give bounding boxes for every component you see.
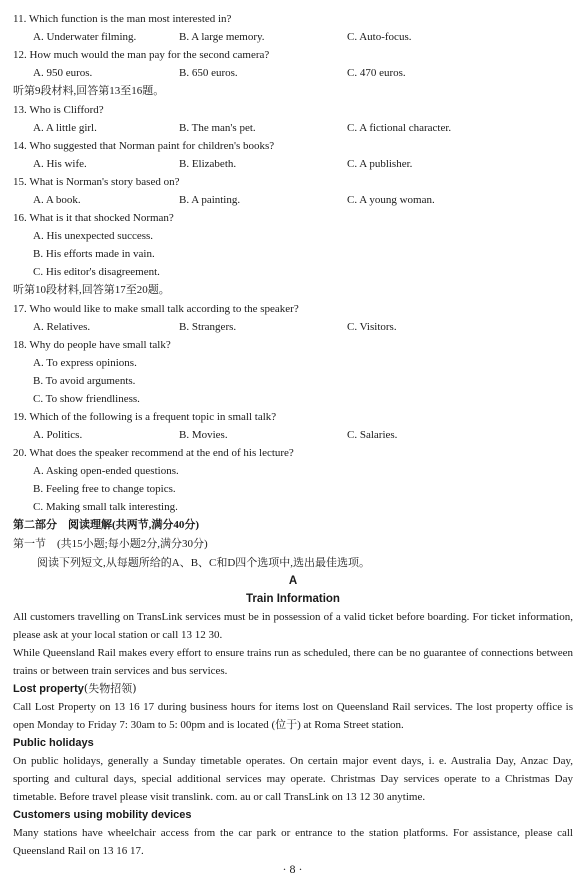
options-14 (13, 155, 573, 173)
option-c: C. Visitors. (347, 321, 397, 333)
option-a: A. Asking open-ended questions. (33, 465, 179, 477)
option-a: A. His unexpected success. (33, 230, 154, 242)
question-text: What is Norman's story based on? (29, 176, 180, 188)
section-10-instruction: 听第10段材料,回答第17至20题。 (13, 284, 170, 296)
question-20 (13, 444, 573, 462)
question-text: Why do people have small talk? (29, 339, 171, 351)
option-a: A. His wife. (33, 158, 87, 170)
heading-lost-property-gloss: (失物招领) (83, 682, 137, 695)
option-c: C. Auto-focus. (347, 31, 412, 43)
options-13 (13, 119, 573, 137)
question-text: What is it that shocked Norman? (29, 212, 174, 224)
question-15 (13, 173, 573, 191)
option-c: C. Salaries. (347, 429, 398, 441)
option-b: B. 650 euros. (179, 67, 238, 79)
paragraph-lost-property (13, 698, 573, 734)
option-a: A. Underwater filming. (33, 31, 137, 43)
page-number: · 8 · (282, 862, 303, 876)
question-text: What does the speaker recommend at the end of his lecture? (29, 447, 294, 459)
option-c: C. A young woman. (347, 194, 435, 206)
lost-property-gloss: (位于) (271, 719, 301, 731)
question-16 (13, 209, 573, 227)
passage-letter: A (288, 575, 298, 587)
options-12 (13, 64, 573, 82)
option-a: A. Politics. (33, 429, 83, 441)
exam-page (13, 10, 573, 860)
option-b: B. Feeling free to change topics. (33, 483, 176, 495)
option-b: B. To avoid arguments. (33, 375, 136, 387)
option-a: A. To express opinions. (33, 357, 137, 369)
question-text: Who is Clifford? (29, 104, 104, 116)
question-19 (13, 408, 573, 426)
question-number: 12. (13, 49, 27, 61)
paragraph-connections: While Queensland Rail makes every effort to ensure trains run as scheduled, there can be no guarantee of connections between trains or between train services and bus services. (13, 647, 573, 677)
question-18 (13, 336, 573, 354)
question-number: 13. (13, 104, 27, 116)
question-number: 17. (13, 303, 27, 315)
heading-public-holidays: Public holidays (13, 737, 94, 749)
options-15 (13, 191, 573, 209)
option-c: C. Making small talk interesting. (33, 501, 178, 513)
option-b: B. The man's pet. (179, 122, 256, 134)
paragraph-mobility-devices: Many stations have wheelchair access from the car park or entrance to the station platforms. For assistance, please call Queensland Rail on 13 16 17. (13, 827, 573, 857)
question-text: Who suggested that Norman paint for children's books? (29, 140, 275, 152)
option-b: B. Strangers. (179, 321, 237, 333)
question-number: 19. (13, 411, 27, 423)
section-9-instruction: 听第9段材料,回答第13至16题。 (13, 85, 165, 97)
option-a: A. 950 euros. (33, 67, 93, 79)
option-a: A. A little girl. (33, 122, 97, 134)
options-19 (13, 426, 573, 444)
option-c: C. To show friendliness. (33, 393, 140, 405)
heading-lost-property-text: Lost property (13, 683, 84, 695)
question-12 (13, 46, 573, 64)
option-a: A. A book. (33, 194, 81, 206)
lost-property-text-1: Call Lost Property on 13 16 17 during business hours for items lost on Queensland Rail services. The lost property office is open Monday to Friday 7: 30am to 5: 00pm and is located (13, 701, 573, 731)
option-b: B. A large memory. (179, 31, 265, 43)
question-number: 11. (13, 13, 27, 25)
question-13 (13, 101, 573, 119)
question-11 (13, 10, 573, 28)
passage-title: Train Information (246, 593, 340, 605)
option-c: C. His editor's disagreement. (33, 266, 160, 278)
question-number: 20. (13, 447, 27, 459)
option-b: B. A painting. (179, 194, 241, 206)
option-b: B. His efforts made in vain. (33, 248, 155, 260)
heading-mobility-devices: Customers using mobility devices (13, 809, 192, 821)
question-number: 15. (13, 176, 27, 188)
reading-instruction: 阅读下列短文,从每题所给的A、B、C和D四个选项中,选出最佳选项。 (37, 557, 371, 569)
option-c: C. A publisher. (347, 158, 413, 170)
paragraph-public-holidays: On public holidays, generally a Sunday timetable operates. On certain major event days, i. e. Australia Day, Anzac Day, sporting and cultural days, special additional services may operate. Christmas Day services operate to a Christmas Day timetable. Before travel please visit translink. com. au or call TransLink on 13 12 30 anytime. (13, 755, 573, 803)
question-number: 18. (13, 339, 27, 351)
option-b: B. Movies. (179, 429, 228, 441)
question-text: How much would the man pay for the second camera? (29, 49, 270, 61)
option-c: C. A fictional character. (347, 122, 452, 134)
question-text: Which function is the man most interested in? (28, 13, 232, 25)
question-text: Which of the following is a frequent topic in small talk? (29, 411, 277, 423)
paragraph-ticket: All customers travelling on TransLink services must be in possession of a valid ticket before boarding. For ticket information, please ask at your local station or call 13 12 30. (13, 611, 573, 641)
question-17 (13, 300, 573, 318)
options-11 (13, 28, 573, 46)
question-number: 16. (13, 212, 27, 224)
question-14 (13, 137, 573, 155)
option-c: C. 470 euros. (347, 67, 406, 79)
question-text: Who would like to make small talk according to the speaker? (29, 303, 299, 315)
option-a: A. Relatives. (33, 321, 91, 333)
section-1-heading: 第一节 (共15小题;每小题2分,满分30分) (13, 538, 208, 550)
option-b: B. Elizabeth. (179, 158, 237, 170)
part-2-heading: 第二部分 阅读理解(共两节,满分40分) (13, 519, 200, 531)
lost-property-text-2: at Roma Street station. (303, 719, 404, 731)
heading-lost-property (13, 680, 573, 698)
options-17 (13, 318, 573, 336)
question-number: 14. (13, 140, 27, 152)
